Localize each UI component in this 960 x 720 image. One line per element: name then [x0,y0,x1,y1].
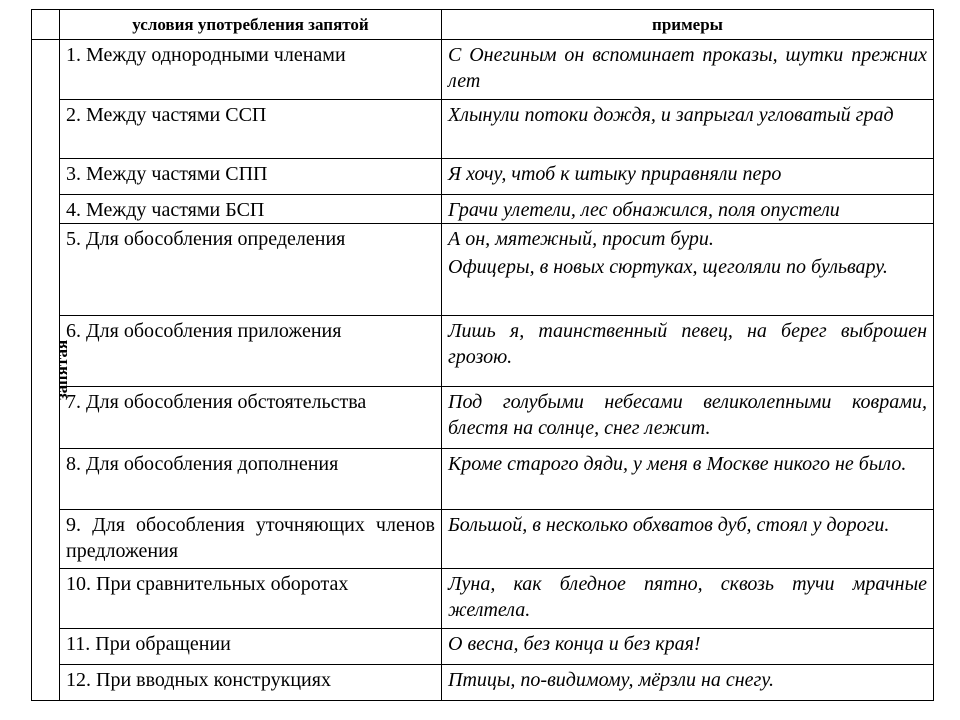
example-cell [442,224,934,316]
condition-cell: 9. Для обособления уточняющих членов предложения [60,510,442,569]
example-cell [442,387,934,449]
condition-cell: 12. При вводных конструкциях [60,665,442,701]
table-row [32,100,934,159]
condition-cell: 8. Для обособления дополнения [60,449,442,510]
table-row [32,40,934,100]
side-label: запятая [52,339,72,401]
example-cell [442,449,934,510]
example-text: Лишь я, таинственный певец, на берег выброшен грозою. [448,320,927,368]
example-text: Кроме старого дяди, у меня в Москве никого не было. [448,453,907,475]
condition-cell: 10. При сравнительных оборотах [60,569,442,629]
example-text: Хлынули потоки дождя, и запрыгал угловатый град [448,104,894,126]
example-cell [442,100,934,159]
table-row [32,665,934,701]
example-text: Птицы, по-видимому, мёрзли на снегу. [448,669,774,691]
condition-cell: 7. Для обособления обстоятельства [60,387,442,449]
example-text: Луна, как бледное пятно, сквозь тучи мрачные желтела. [448,573,927,621]
table-row [32,387,934,449]
example-cell [442,159,934,195]
table-row [32,159,934,195]
table-row [32,569,934,629]
table-row [32,224,934,316]
example-cell [442,629,934,665]
example-cell [442,569,934,629]
example-text: Я хочу, чтоб к штыку приравняли перо [448,163,782,185]
condition-cell: 6. Для обособления приложения [60,316,442,387]
example-text: А он, мятежный, просит бури. [448,228,714,250]
condition-cell: 11. При обращении [60,629,442,665]
condition-cell: 4. Между частями БСП [60,195,442,224]
example-text: Под голубыми небесами великолепными коврами, блестя на солнце, снег лежит. [448,391,927,439]
example-cell [442,40,934,100]
table-row [32,195,934,224]
table-row [32,629,934,665]
comma-usage-table [31,9,934,701]
example-text: О весна, без конца и без края! [448,633,701,655]
condition-cell: 3. Между частями СПП [60,159,442,195]
example-cell [442,195,934,224]
example-text: Офицеры, в новых сюртуках, щеголяли по бульвару. [448,256,888,278]
table-row [32,316,934,387]
example-text: Грачи улетели, лес обнажился, поля опустели [448,199,840,221]
header-row [32,10,934,40]
example-cell [442,510,934,569]
condition-cell: 1. Между однородными членами [60,40,442,100]
example-cell [442,665,934,701]
table-row [32,510,934,569]
condition-cell: 2. Между частями ССП [60,100,442,159]
table-row [32,449,934,510]
condition-cell: 5. Для обособления определения [60,224,442,316]
example-text: С Онегиным он вспоминает проказы, шутки прежних лет [448,44,927,92]
example-text: Большой, в несколько обхватов дуб, стоял у дороги. [448,514,890,536]
example-column-header: примеры [442,10,934,40]
side-label-cell [32,40,72,701]
example-cell [442,316,934,387]
condition-column-header: условия употребления запятой [60,10,442,40]
corner-cell [32,10,60,40]
